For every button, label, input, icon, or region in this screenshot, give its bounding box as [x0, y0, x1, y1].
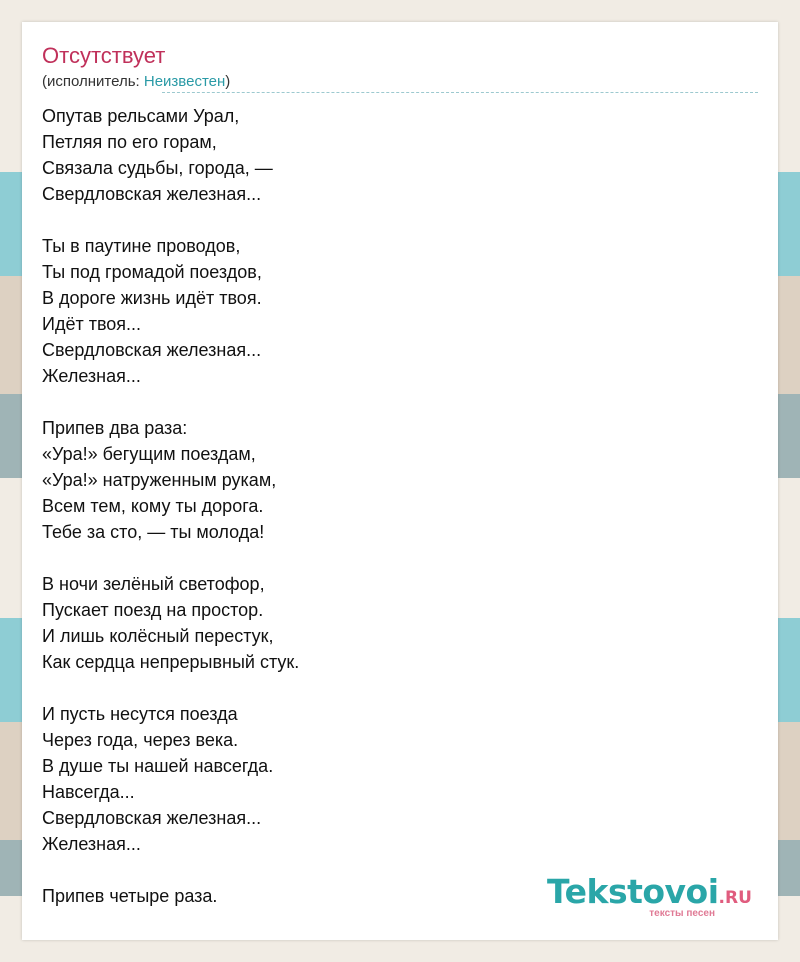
lyrics-line: Свердловская железная...	[42, 184, 262, 204]
lyrics-stanza	[42, 103, 742, 207]
lyrics-line: Свердловская железная...	[42, 340, 262, 360]
site-logo[interactable]	[547, 872, 757, 920]
lyrics-line: Пускает поезд на простор.	[42, 600, 264, 620]
lyrics-stanza	[42, 415, 742, 545]
lyrics-line: Припев четыре раза.	[42, 886, 218, 906]
lyrics-line: Идёт твоя...	[42, 314, 142, 334]
lyrics-line: Навсегда...	[42, 782, 135, 802]
lyrics-line: Через года, через века.	[42, 730, 239, 750]
logo-name: Tekstovoi	[547, 872, 719, 911]
lyrics-stanza	[42, 701, 742, 857]
lyrics-line: Свердловская железная...	[42, 808, 262, 828]
lyrics-line: Тебе за сто, — ты молода!	[42, 522, 265, 542]
lyrics-card	[22, 22, 778, 940]
lyrics-line: В душе ты нашей навсегда.	[42, 756, 274, 776]
lyrics-stanza	[42, 571, 742, 675]
lyrics-line: Ты в паутине проводов,	[42, 236, 241, 256]
artist-prefix: (исполнитель:	[42, 73, 144, 90]
lyrics-line: Опутав рельсами Урал,	[42, 106, 240, 126]
artist-suffix: )	[225, 73, 231, 90]
lyrics-line: И пусть несутся поезда	[42, 704, 238, 724]
lyrics-line: Всем тем, кому ты дорога.	[42, 496, 264, 516]
lyrics-line: Ты под громадой поездов,	[42, 262, 262, 282]
lyrics-line: Как сердца непрерывный стук.	[42, 652, 300, 672]
logo-tagline: тексты песен	[649, 908, 715, 919]
lyrics-line: В ночи зелёный светофор,	[42, 574, 265, 594]
header-divider	[162, 92, 758, 93]
artist-line	[42, 72, 230, 92]
lyrics-stanza	[42, 233, 742, 389]
lyrics-line: Железная...	[42, 366, 141, 386]
artist-link[interactable]: Неизвестен	[143, 73, 226, 90]
song-title: Отсутствует	[42, 43, 166, 68]
lyrics-line: В дороге жизнь идёт твоя.	[42, 288, 262, 308]
logo-tld: .RU	[718, 888, 752, 908]
lyrics-line: Связала судьбы, города, —	[42, 158, 273, 178]
lyrics-body	[42, 103, 742, 935]
lyrics-line: Петляя по его горам,	[42, 132, 217, 152]
lyrics-line: «Ура!» бегущим поездам,	[42, 444, 256, 464]
lyrics-line: Железная...	[42, 834, 141, 854]
lyrics-line: Припев два раза:	[42, 418, 188, 438]
lyrics-line: «Ура!» натруженным рукам,	[42, 470, 277, 490]
lyrics-line: И лишь колёсный перестук,	[42, 626, 274, 646]
